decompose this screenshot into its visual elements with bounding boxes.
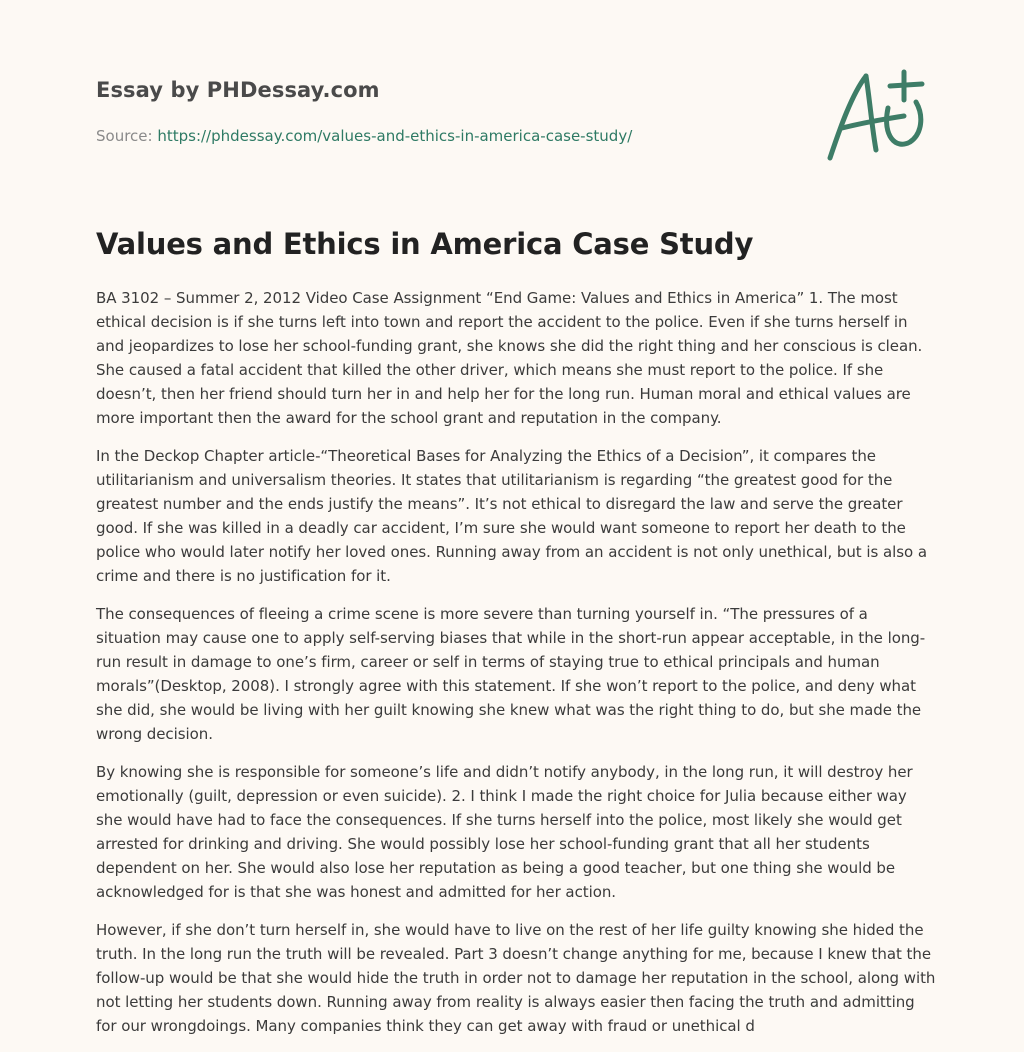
paragraph-1: BA 3102 – Summer 2, 2012 Video Case Assignment “End Game: Values and Ethics in America” 1. The most ethical decision is if she turns left into town and report the accident to the police. Even if she turns herself in and jeopardizes to lose her school-funding grant, she knows she did the right thing and her conscious is clean. She caused a fatal accident that killed the other driver, which means she must report to the police. If she doesn’t, then her friend should turn her in and help her for the long run. Human moral and ethical values are more important then the award for the school grant and reputation in the company. [96, 289, 923, 427]
paragraph-3: The consequences of fleeing a crime scene is more severe than turning yourself in. “The pressures of a situation may cause one to apply self-serving biases that while in the short-run appear acceptable, in the long-run result in damage to one’s firm, career or self in terms of staying true to ethical principals and human morals”(Desktop, 2008). I strongly agree with this statement. If she won’t report to the police, and deny what she did, she would be living with her guilt knowing she knew what was the right thing to do, but she made the wrong decision. [96, 605, 926, 743]
article-title: Values and Ethics in America Case Study [96, 227, 754, 261]
a-plus-logo-icon [822, 66, 930, 166]
paragraph-2: In the Deckop Chapter article-“Theoretical Bases for Analyzing the Ethics of a Decision”, it compares the utilitarianism and universalism theories. It states that utilitarianism is regarding “the greatest good for the greatest number and the ends justify the means”. It’s not ethical to disregard the law and serve the greater good. If she was killed in a deadly car accident, I’m sure she would want someone to report her death to the police who would later notify her loved ones. Running away from an accident is not only unethical, but is also a crime and there is no justification for it. [96, 447, 927, 585]
page-header [96, 76, 656, 146]
source-label: Source: [96, 127, 158, 145]
article [96, 224, 936, 1052]
source-line [96, 126, 656, 146]
site-brand: Essay by PHDessay.com [96, 78, 380, 102]
source-link[interactable]: https://phdessay.com/values-and-ethics-in-america-case-study/ [157, 127, 633, 145]
paragraph-4: By knowing she is responsible for someone’s life and didn’t notify anybody, in the long run, it will destroy her emotionally (guilt, depression or even suicide). 2. I think I made the right choice for Julia because either way she would have had to face the consequences. If she turns herself into the police, most likely she would get arrested for drinking and driving. She would possibly lose her school-funding grant that all her students dependent on her. She would also lose her reputation as being a good teacher, but one thing she would be acknowledged for is that she was honest and admitted for her action. [96, 763, 913, 901]
paragraph-5: However, if she don’t turn herself in, she would have to live on the rest of her life guilty knowing she hided the truth. In the long run the truth will be revealed. Part 3 doesn’t change anything for me, because I knew that the follow-up would be that she would hide the truth in order not to damage her reputation in the school, along with not letting her students down. Running away from reality is always easier then facing the truth and admitting for our wrongdoings. Many companies think they can get away with fraud or unethical d [96, 921, 936, 1035]
